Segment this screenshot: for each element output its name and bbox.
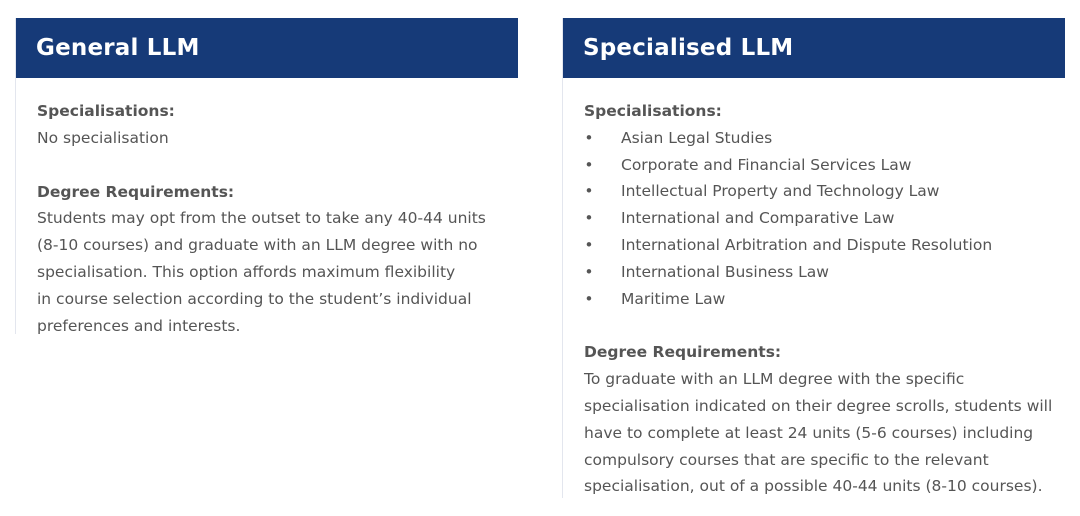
general-requirements-label: Degree Requirements:: [37, 182, 235, 201]
specialisations-list: [584, 125, 1065, 313]
bullet-icon: •: [584, 289, 594, 308]
bullet-icon: •: [584, 182, 594, 201]
requirements-line: To graduate with an LLM degree with the specific: [584, 370, 965, 389]
requirements-line: specialisation. This option affords maximum flexibility: [37, 262, 456, 281]
requirements-line: in course selection according to the student’s individual: [37, 289, 472, 308]
specialisation-label: International and Comparative Law: [621, 209, 895, 228]
specialisation-label: Corporate and Financial Services Law: [621, 155, 912, 174]
requirements-line: specialisation, out of a possible 40-44 units (8-10 courses).: [584, 477, 1043, 496]
specialised-llm-title: Specialised LLM: [583, 35, 794, 61]
general-specialisations-value: No specialisation: [37, 128, 169, 147]
general-llm-header: [16, 18, 518, 78]
bullet-icon: •: [584, 262, 594, 281]
specialised-llm-body: [563, 78, 1065, 500]
general-requirements-text: [37, 205, 507, 339]
bullet-icon: •: [584, 155, 594, 174]
bullet-icon: •: [584, 235, 594, 254]
list-item: [584, 178, 1065, 205]
general-llm-title: General LLM: [36, 35, 200, 61]
requirements-line: (8-10 courses) and graduate with an LLM degree with no: [37, 236, 478, 255]
list-item: [584, 205, 1065, 232]
general-llm-panel: [15, 18, 518, 334]
specialised-llm-header: [563, 18, 1065, 78]
bullet-icon: •: [584, 128, 594, 147]
specialisation-label: International Business Law: [621, 262, 829, 281]
specialisation-label: Maritime Law: [621, 289, 726, 308]
specialised-requirements-text: [584, 366, 1054, 500]
specialisation-label: Intellectual Property and Technology Law: [621, 182, 940, 201]
specialised-requirements-label: Degree Requirements:: [584, 343, 782, 362]
specialised-llm-panel: [562, 18, 1065, 498]
general-llm-body: [16, 78, 518, 339]
spacer: [37, 152, 518, 179]
list-item: [584, 232, 1065, 259]
spacer: [584, 312, 1065, 339]
specialised-specialisations-label: Specialisations:: [584, 102, 722, 120]
specialisation-label: International Arbitration and Dispute Resolution: [621, 235, 993, 254]
specialisation-label: Asian Legal Studies: [621, 128, 773, 147]
list-item: [584, 286, 1065, 313]
list-item: [584, 259, 1065, 286]
general-specialisations-label: Specialisations:: [37, 102, 175, 120]
requirements-line: specialisation indicated on their degree scrolls, students will: [584, 396, 1053, 415]
requirements-line: Students may opt from the outset to take any 40-44 units: [37, 209, 486, 228]
bullet-icon: •: [584, 209, 594, 228]
requirements-line: preferences and interests.: [37, 316, 241, 335]
requirements-line: have to complete at least 24 units (5-6 courses) including: [584, 423, 1034, 442]
list-item: [584, 152, 1065, 179]
list-item: [584, 125, 1065, 152]
requirements-line: compulsory courses that are specific to the relevant: [584, 450, 989, 469]
